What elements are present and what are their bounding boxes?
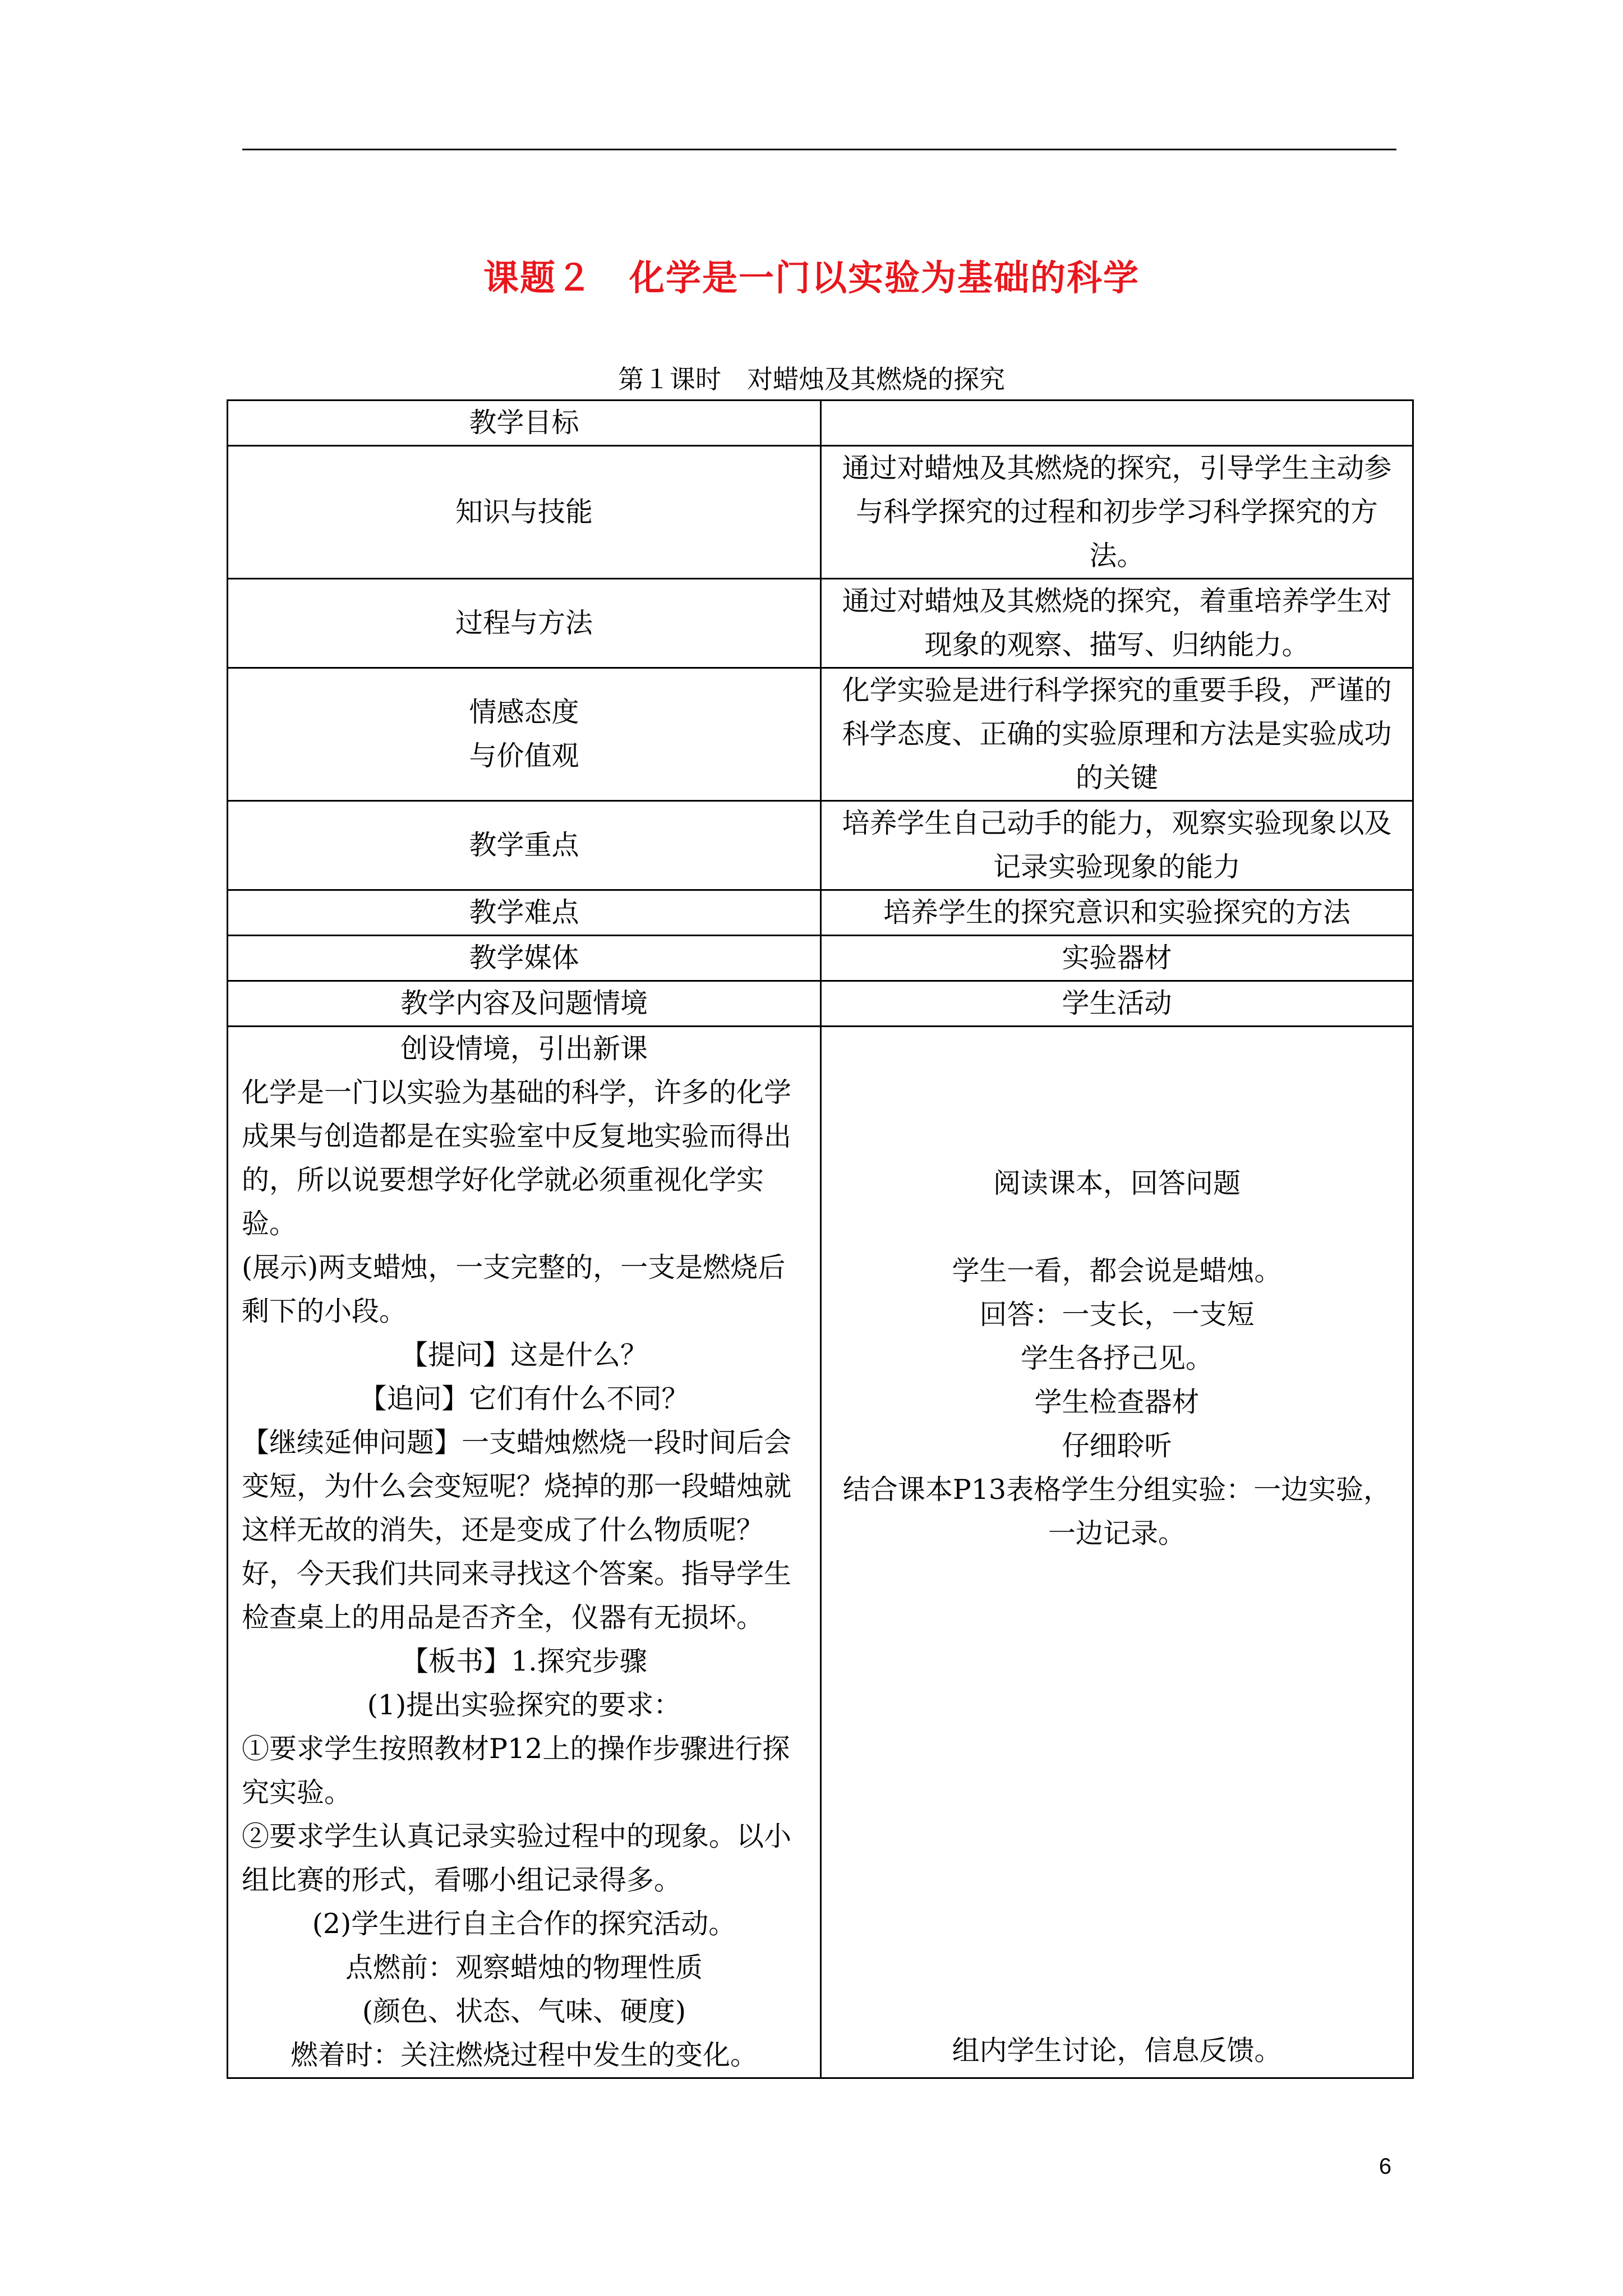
row-label-difficulties: 教学难点 bbox=[228, 890, 821, 936]
row-value-difficulties: 培养学生的探究意识和实验探究的方法 bbox=[821, 890, 1413, 936]
student-activity-cell bbox=[821, 1027, 1413, 2078]
table-row bbox=[228, 579, 1413, 668]
table-row bbox=[228, 890, 1413, 936]
content-paragraph: 燃着时：关注燃烧过程中发生的变化。 bbox=[290, 2039, 758, 2071]
row-label-emotion-line-2: 与价值观 bbox=[469, 740, 579, 772]
page-number: 6 bbox=[1378, 2154, 1392, 2179]
row-label-key-points: 教学重点 bbox=[228, 801, 821, 890]
column-header-content: 教学内容及问题情境 bbox=[228, 981, 821, 1027]
row-value-media: 实验器材 bbox=[821, 936, 1413, 981]
table-row bbox=[228, 981, 1413, 1027]
row-label-teaching-goals: 教学目标 bbox=[228, 401, 821, 446]
activity-line: 组内学生讨论，信息反馈。 bbox=[952, 2035, 1282, 2067]
table-row bbox=[228, 936, 1413, 981]
row-label-process-method: 过程与方法 bbox=[228, 579, 821, 668]
row-value-knowledge-skills: 通过对蜡烛及其燃烧的探究，引导学生主动参与科学探究的过程和初步学习科学探究的方法。 bbox=[821, 446, 1413, 579]
row-value-key-points: 培养学生自己动手的能力，观察实验现象以及记录实验现象的能力 bbox=[821, 801, 1413, 890]
activity-line: 学生各抒己见。 bbox=[1020, 1342, 1213, 1374]
header-rule bbox=[242, 149, 1396, 150]
row-label-knowledge-skills: 知识与技能 bbox=[228, 446, 821, 579]
content-paragraph: ①要求学生按照教材P12上的操作步骤进行探究实验。 bbox=[242, 1733, 790, 1809]
table-row bbox=[228, 446, 1413, 579]
content-paragraph: 【提问】这是什么？ bbox=[400, 1339, 648, 1371]
content-paragraph: (颜色、状态、气味、硬度) bbox=[362, 1995, 686, 2027]
content-paragraph: (1)提出实验探究的要求： bbox=[367, 1689, 681, 1721]
row-label-emotion-line-1: 情感态度 bbox=[469, 696, 579, 728]
content-paragraph: 创设情境，引出新课 bbox=[400, 1033, 648, 1065]
content-paragraph: 点燃前：观察蜡烛的物理性质 bbox=[345, 1952, 703, 1984]
lesson-plan-table bbox=[227, 399, 1414, 2079]
content-paragraph: ②要求学生认真记录实验过程中的现象。以小组比赛的形式，看哪小组记录得多。 bbox=[242, 1820, 792, 1896]
lesson-subtitle: 第１课时 对蜡烛及其燃烧的探究 bbox=[618, 364, 1005, 394]
activity-line: 回答：一支长，一支短 bbox=[979, 1299, 1255, 1331]
teaching-content-cell bbox=[228, 1027, 821, 2078]
activity-line: 学生检查器材 bbox=[1034, 1386, 1200, 1418]
content-paragraph: 【追问】它们有什么不同？ bbox=[359, 1383, 689, 1415]
row-label-emotion-values bbox=[228, 668, 821, 801]
table-row bbox=[228, 668, 1413, 801]
activity-line: 学生一看，都会说是蜡烛。 bbox=[952, 1255, 1282, 1287]
activity-line: 阅读课本，回答问题 bbox=[993, 1167, 1241, 1199]
content-paragraph: 【板书】1.探究步骤 bbox=[401, 1645, 647, 1677]
content-paragraph: 好，今天我们共同来寻找这个答案。指导学生检查桌上的用品是否齐全，仪器有无损坏。 bbox=[242, 1558, 792, 1634]
row-value-emotion-values: 化学实验是进行科学探究的重要手段，严谨的科学态度、正确的实验原理和方法是实验成功的关键 bbox=[821, 668, 1413, 801]
row-value-process-method: 通过对蜡烛及其燃烧的探究，着重培养学生对现象的观察、描写、归纳能力。 bbox=[821, 579, 1413, 668]
content-paragraph: (2)学生进行自主合作的探究活动。 bbox=[312, 1908, 736, 1940]
activity-line: 仔细聆听 bbox=[1062, 1430, 1172, 1462]
content-paragraph: 化学是一门以实验为基础的科学，许多的化学成果与创造都是在实验室中反复地实验而得出的，所以说要想学好化学就必须重视化学实验。 bbox=[242, 1076, 792, 1240]
row-value-teaching-goals bbox=[821, 401, 1413, 446]
table-row bbox=[228, 1027, 1413, 2078]
content-paragraph: (展示)两支蜡烛，一支完整的，一支是燃烧后剩下的小段。 bbox=[242, 1251, 786, 1327]
page-title: 课题２ 化学是一门以实验为基础的科学 bbox=[483, 257, 1140, 298]
column-header-student-activity: 学生活动 bbox=[821, 981, 1413, 1027]
row-label-media: 教学媒体 bbox=[228, 936, 821, 981]
table-row bbox=[228, 401, 1413, 446]
table-row bbox=[228, 801, 1413, 890]
content-paragraph: 【继续延伸问题】一支蜡烛燃烧一段时间后会变短，为什么会变短呢？烧掉的那一段蜡烛就这样无故的消失，还是变成了什么物质呢？ bbox=[242, 1427, 792, 1546]
activity-line: 结合课本P13表格学生分组实验：一边实验，一边记录。 bbox=[842, 1474, 1391, 1549]
